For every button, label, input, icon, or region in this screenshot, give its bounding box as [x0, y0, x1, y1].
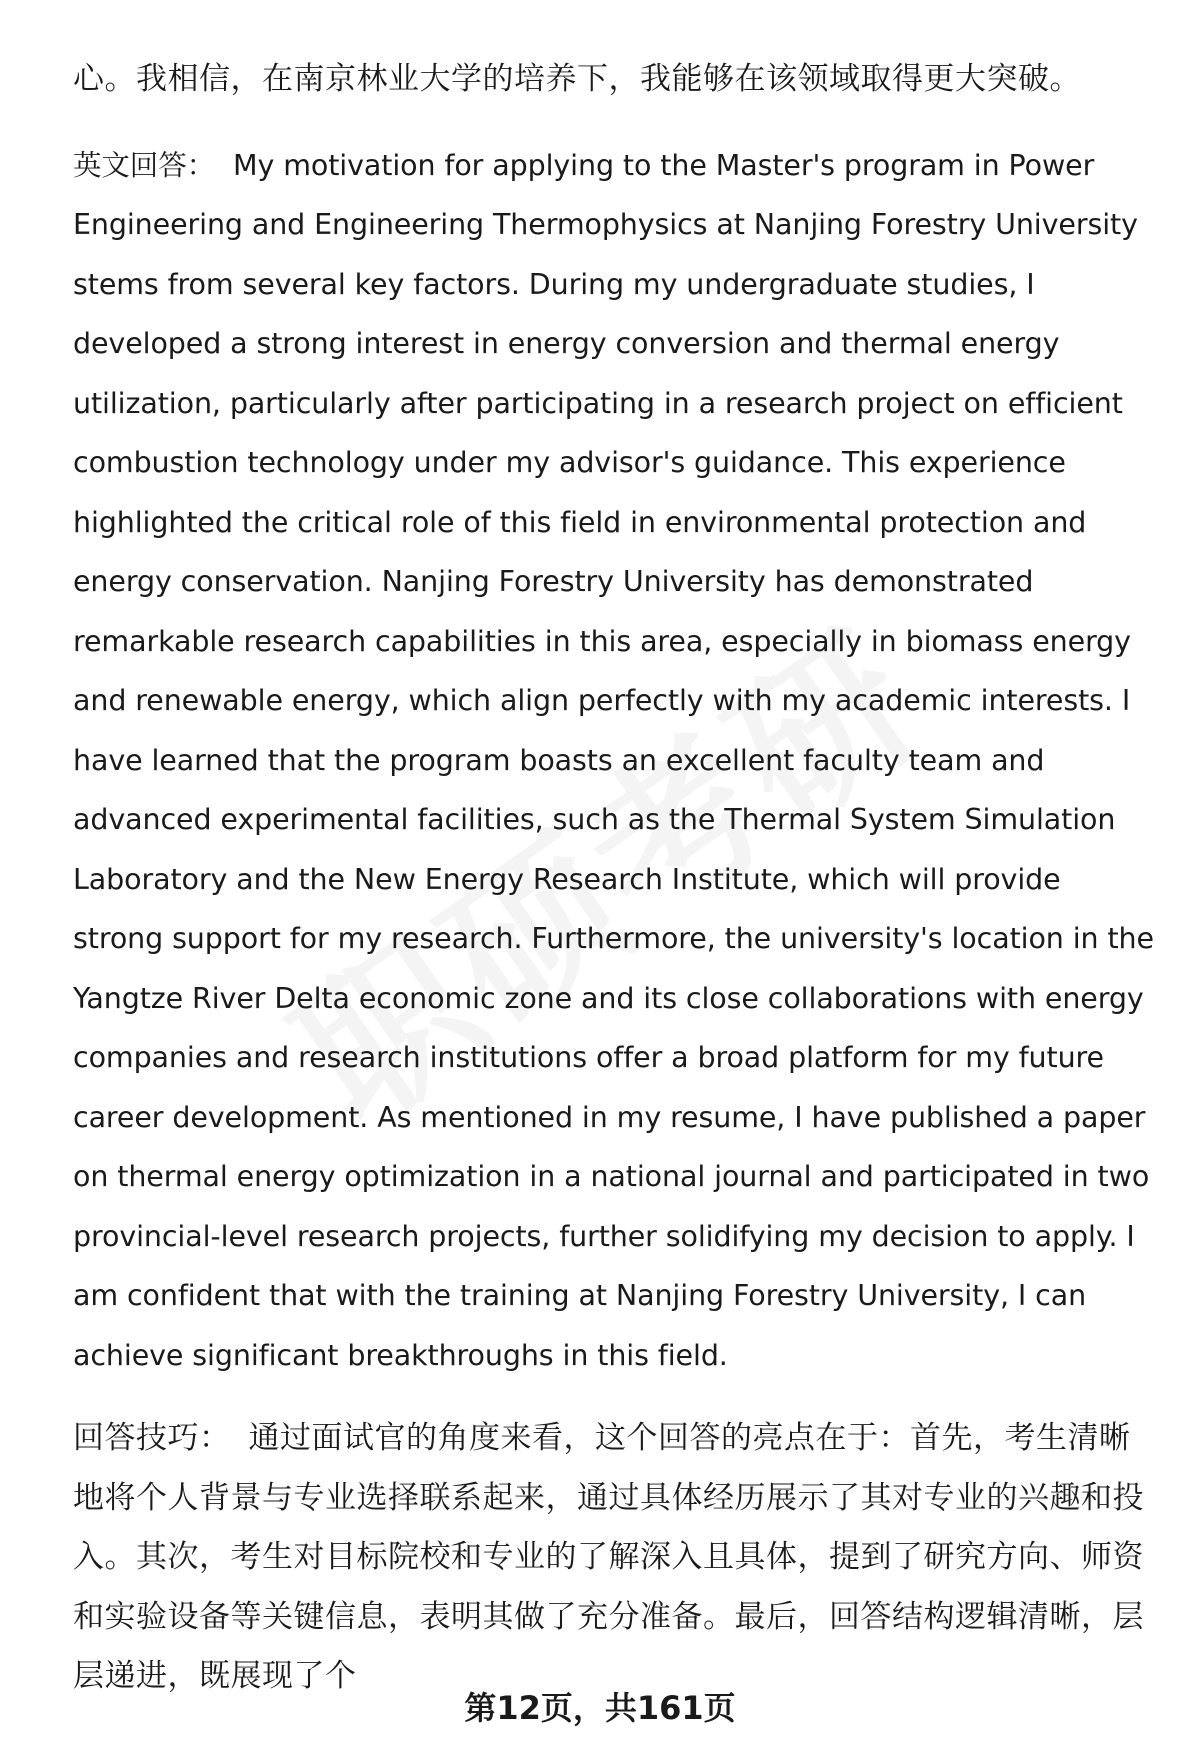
page-number-footer: 第12页，共161页: [464, 1689, 736, 1727]
english-answer-paragraph: [73, 136, 1158, 1386]
answer-tips-text: 通过面试官的角度来看，这个回答的亮点在于：首先，考生清晰地将个人背景与专业选择联系起来，通过具体经历展示了其对专业的兴趣和投入。其次，考生对目标院校和专业的了解深入且具体，提到了研究方向、师资和实验设备等关键信息，表明其做了充分准备。最后，回答结构逻辑清晰，层层递进，既展现了个: [73, 1420, 1144, 1694]
answer-tips-label: 回答技巧：: [73, 1420, 231, 1456]
continuation-paragraph: 心。我相信，在南京林业大学的培养下，我能够在该领域取得更大突破。: [73, 61, 1081, 97]
english-answer-label: 英文回答：: [73, 148, 216, 182]
answer-tips-paragraph: [73, 1409, 1158, 1707]
page-content: [73, 50, 1158, 1707]
english-answer-text: My motivation for applying to the Master's program in Power Engineering and Engineering Thermophysics at Nanjing Forestry University stems from several key factors. During my undergraduate studies, I developed a strong interest in energy conversion and thermal energy utilization, particularly after participating in a research project on efficient combustion technology under my advisor's guidance. This experience highlighted the critical role of this field in environmental protection and energy conservation. Nanjing Forestry University has demonstrated remarkable research capabilities in this area, especially in biomass energy and renewable energy, which align perfectly with my academic interests. I have learned that the program boasts an excellent faculty team and advanced experimental facilities, such as the Thermal System Simulation Laboratory and the New Energy Research Institute, which will provide strong support for my research. Furthermore, the university's location in the Yangtze River Delta economic zone and its close collaborations with energy companies and research institutions offer a broad platform for my future career development. As mentioned in my resume, I have published a paper on thermal energy optimization in a national journal and participated in two provincial-level research projects, further solidifying my decision to apply. I am confident that with the training at Nanjing Forestry University, I can achieve significant breakthroughs in this field.: [73, 148, 1154, 1372]
